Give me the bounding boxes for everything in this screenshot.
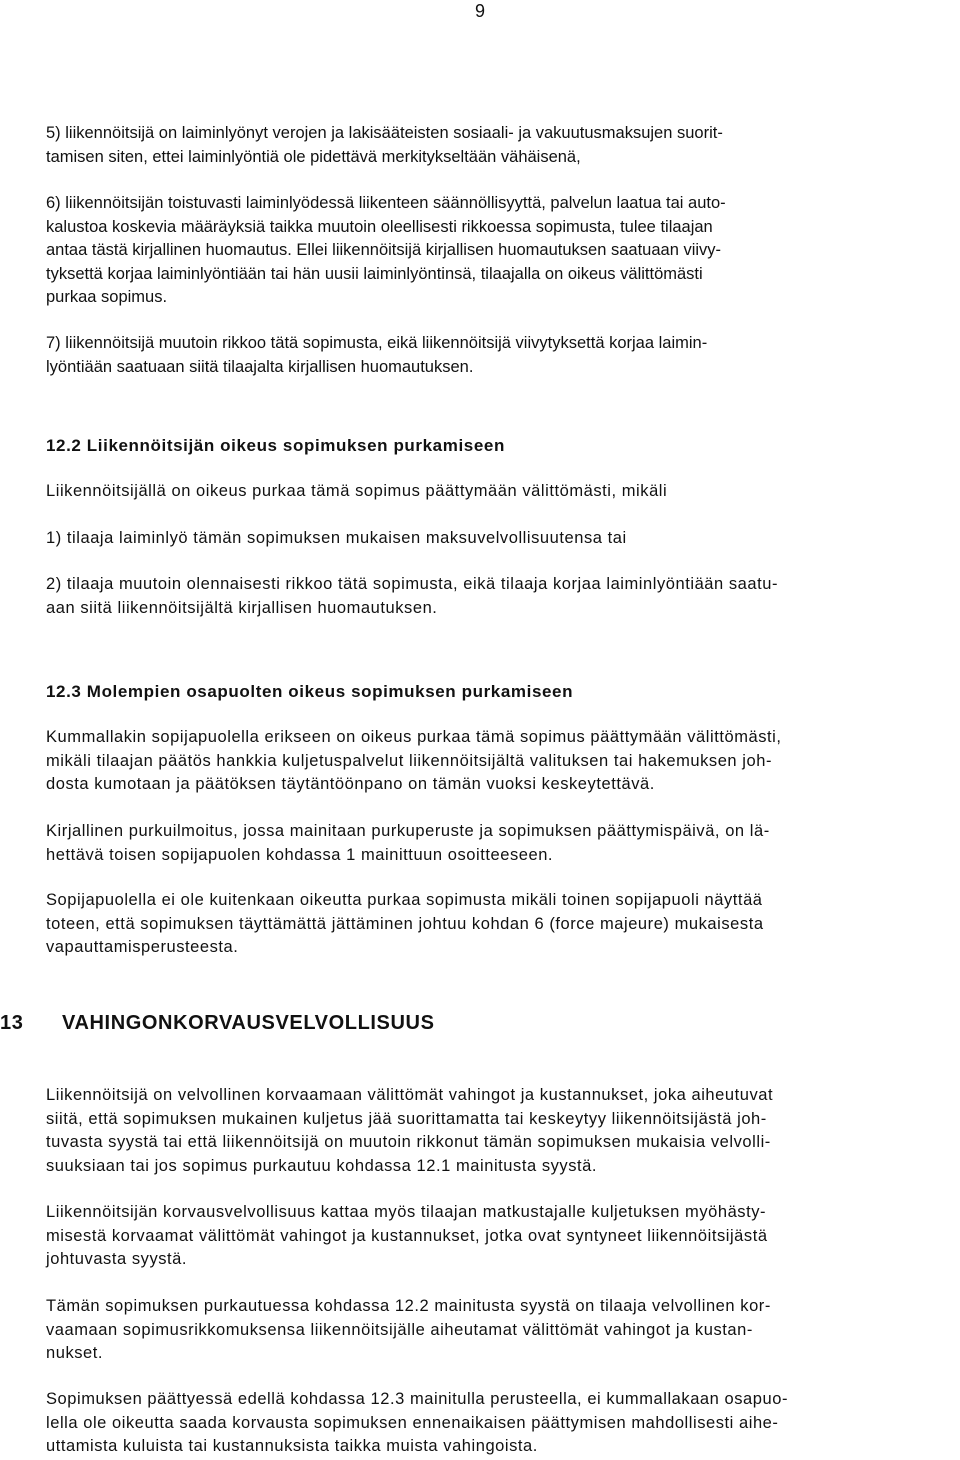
section-13-paragraph: Tämän sopimuksen purkautuessa kohdassa 12.2 mainitusta syystä on tilaaja velvollinen kor- vaamaan sopimusrikkomuksensa liikennöitsijälle aiheutamat välittömät vahingot ja kustan- nukset. bbox=[46, 1297, 771, 1362]
page-number: 9 bbox=[474, 1, 485, 21]
section-12-3-heading: 12.3 Molempien osapuolten oikeus sopimuksen purkamiseen bbox=[46, 682, 574, 701]
section-13-heading bbox=[0, 1009, 435, 1037]
paragraph-item-7: 7) liikennöitsijä muutoin rikkoo tätä sopimusta, eikä liikennöitsijä viivytyksettä korjaa laimin- lyöntiään saatuaan siitä tilaajalta kirjallisen huomautuksen. bbox=[46, 334, 708, 376]
section-13-paragraph: Sopimuksen päättyessä edellä kohdassa 12.3 mainitulla perusteella, ei kummallakaan osapuo- lella ole oikeutta saada korvausta sopimuksen ennenaikaisen päättymisen mahdollisesti aihe- uttamista kuluista tai kustannuksista taikka muista vahingoista. bbox=[46, 1390, 788, 1455]
section-12-2-paragraph: 2) tilaaja muutoin olennaisesti rikkoo tätä sopimusta, eikä tilaaja korjaa laiminlyöntiään saatu- aan siitä liikennöitsijältä kirjallisen huomautuksen. bbox=[46, 575, 779, 617]
section-13-title: VAHINGONKORVAUSVELVOLLISUUS bbox=[62, 1012, 435, 1034]
section-13-paragraph: Liikennöitsijän korvausvelvollisuus kattaa myös tilaajan matkustajalle kuljetuksen myöhästy- misestä korvaamat välittömät vahingot ja kustannukset, jotka ovat syntyneet liikennöitsijästä johtuvasta syystä. bbox=[46, 1203, 768, 1268]
paragraph-item-6: 6) liikennöitsijän toistuvasti laiminlyödessä liikenteen säännöllisyyttä, palvelun laatua tai auto- kalustoa koskevia määräyksiä taikka muutoin oleellisesti rikkoessa sopimusta, tulee tilaajan antaa tästä kirjallinen huomautus. Ellei liikennöitsijä kirjallisen huomautuksen saatuaan viivy- tyksettä korjaa laiminlyöntiään tai hän uusii laiminlyöntinsä, tilaajalla on oikeus välittömästi purkaa sopimus. bbox=[46, 194, 726, 306]
paragraph-item-5: 5) liikennöitsijä on laiminlyönyt verojen ja lakisääteisten sosiaali- ja vakuutusmaksujen suorit- tamisen siten, ettei laiminlyöntiä ole pidettävä merkitykseltään vähäisenä, bbox=[46, 124, 723, 166]
section-12-2-heading: 12.2 Liikennöitsijän oikeus sopimuksen purkamiseen bbox=[46, 436, 505, 455]
section-13-number: 13 bbox=[0, 1012, 24, 1034]
section-13-paragraph: Liikennöitsijä on velvollinen korvaamaan välittömät vahingot ja kustannukset, joka aiheutuvat siitä, että sopimuksen mukainen kuljetus jää suorittamatta tai keskeytyy liikennöitsijästä joh- tuvasta syystä tai että liikennöitsijä on muutoin rikkonut tämän sopimuksen mukaisia velvolli- suuksiaan tai jos sopimus purkautuu kohdassa 12.1 mainitusta syystä. bbox=[46, 1086, 774, 1175]
section-12-2-paragraph: Liikennöitsijällä on oikeus purkaa tämä sopimus päättymään välittömästi, mikäli bbox=[46, 482, 668, 500]
section-12-3-paragraph: Sopijapuolella ei ole kuitenkaan oikeutta purkaa sopimusta mikäli toinen sopijapuoli näyttää toteen, että sopimuksen täyttämättä jättäminen johtuu kohdan 6 (force majeure) mukaisesta vapauttamisperusteesta. bbox=[46, 891, 764, 956]
section-12-2-paragraph: 1) tilaaja laiminlyö tämän sopimuksen mukaisen maksuvelvollisuutensa tai bbox=[46, 529, 627, 547]
section-12-3-paragraph: Kirjallinen purkuilmoitus, jossa mainitaan purkuperuste ja sopimuksen päättymispäivä, on lä- hettävä toisen sopijapuolen kohdassa 1 mainittuun osoitteeseen. bbox=[46, 822, 770, 864]
section-12-3-paragraph: Kummallakin sopijapuolella erikseen on oikeus purkaa tämä sopimus päättymään välittömästi, mikäli tilaajan päätös hankkia kuljetuspalvelut liikennöitsijältä valituksen tai hakemuksen joh- dosta kumotaan ja päätöksen täytäntöönpano on tämän vuoksi keskeytettävä. bbox=[46, 728, 782, 793]
